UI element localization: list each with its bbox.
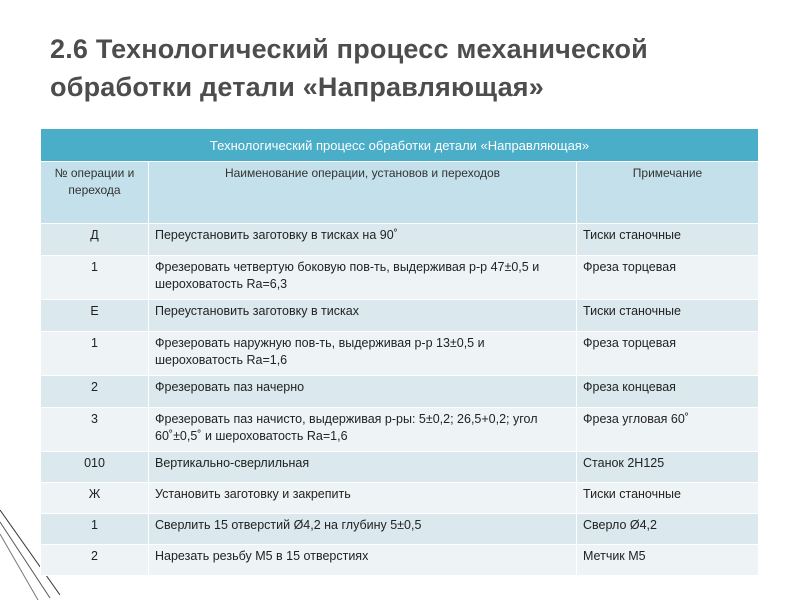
column-header-operation-name: Наименование операции, установов и переходов: [149, 162, 577, 224]
table-row: [41, 332, 759, 376]
operation-note: Фреза торцевая: [577, 332, 759, 376]
table-row: [41, 514, 759, 545]
operation-name: Вертикально-сверлильная: [149, 452, 577, 483]
operation-note: Метчик М5: [577, 545, 759, 576]
table-caption: Технологический процесс обработки детали «Направляющая»: [41, 129, 759, 162]
process-table: [40, 128, 759, 576]
column-header-note: Примечание: [577, 162, 759, 224]
operation-note: Фреза торцевая: [577, 256, 759, 300]
operation-number: 2: [41, 545, 149, 576]
slide-title: 2.6 Технологический процесс механической обработки детали «Направляющая»: [50, 34, 648, 102]
table-row: [41, 483, 759, 514]
table-row: [41, 408, 759, 452]
operation-number: Д: [41, 224, 149, 256]
operation-name: Фрезеровать паз начерно: [149, 376, 577, 408]
operation-number: 2: [41, 376, 149, 408]
operation-number: 010: [41, 452, 149, 483]
operation-number: 3: [41, 408, 149, 452]
table-row: [41, 224, 759, 256]
operation-name: Нарезать резьбу М5 в 15 отверстиях: [149, 545, 577, 576]
column-header-operation-number: № операции и перехода: [41, 162, 149, 224]
table-row: [41, 300, 759, 332]
table-row: [41, 376, 759, 408]
operation-number: Ж: [41, 483, 149, 514]
operation-number: 1: [41, 514, 149, 545]
operation-name: Переустановить заготовку в тисках: [149, 300, 577, 332]
operation-number: Е: [41, 300, 149, 332]
operation-note: Сверло Ø4,2: [577, 514, 759, 545]
operation-note: Тиски станочные: [577, 300, 759, 332]
operation-name: Установить заготовку и закрепить: [149, 483, 577, 514]
table-row: [41, 256, 759, 300]
operation-name: Переустановить заготовку в тисках на 90˚: [149, 224, 577, 256]
operation-note: Фреза концевая: [577, 376, 759, 408]
process-table-container: [40, 128, 758, 576]
operation-note: Тиски станочные: [577, 224, 759, 256]
operation-note: Станок 2Н125: [577, 452, 759, 483]
operation-number: 1: [41, 256, 149, 300]
table-row: [41, 452, 759, 483]
operation-name: Фрезеровать четвертую боковую пов-ть, выдерживая р-р 47±0,5 и шероховатость Ra=6,3: [149, 256, 577, 300]
operation-name: Фрезеровать наружную пов-ть, выдерживая р-р 13±0,5 и шероховатость Ra=1,6: [149, 332, 577, 376]
operation-note: Фреза угловая 60˚: [577, 408, 759, 452]
operation-number: 1: [41, 332, 149, 376]
operation-name: Фрезеровать паз начисто, выдерживая р-ры: 5±0,2; 26,5+0,2; угол 60˚±0,5˚ и шероховатость Ra=1,6: [149, 408, 577, 452]
operation-name: Сверлить 15 отверстий Ø4,2 на глубину 5±0,5: [149, 514, 577, 545]
table-row: [41, 545, 759, 576]
operation-note: Тиски станочные: [577, 483, 759, 514]
